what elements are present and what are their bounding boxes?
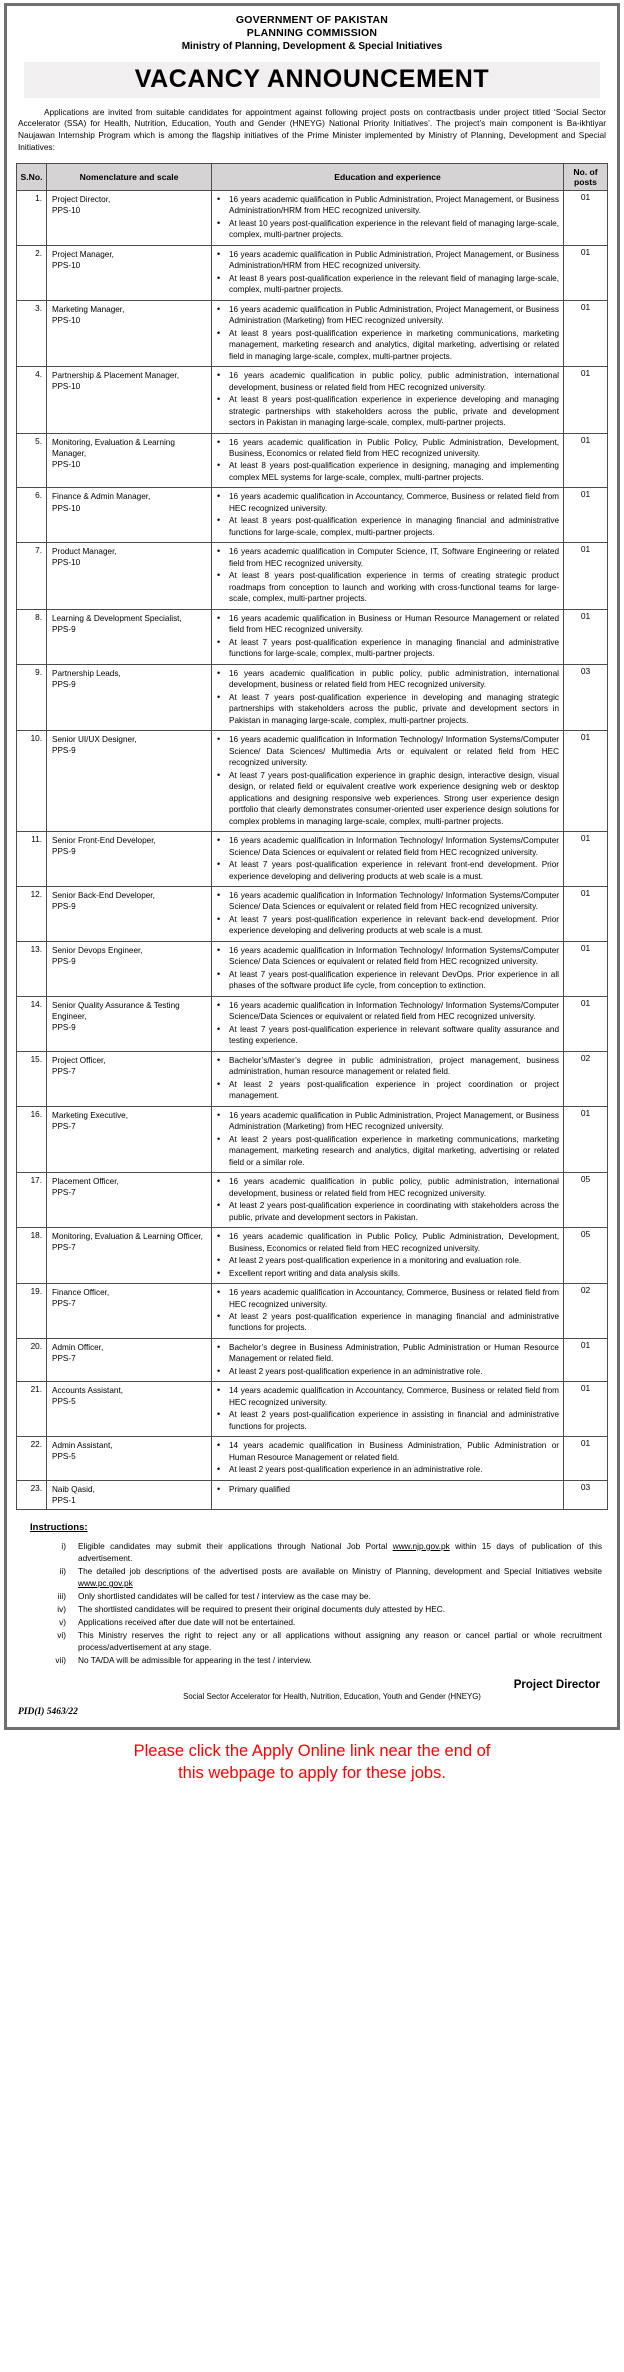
cell-nomenclature: [47, 300, 212, 366]
post-scale: PPS-10: [52, 260, 81, 270]
cell-no-of-posts: 01: [564, 245, 608, 300]
education-bullet: • 16 years academic qualification in Public Administration, Project Management, or Business Administration/HRM from HEC recognized university.: [227, 194, 559, 217]
post-scale: PPS-1: [52, 1495, 76, 1505]
cell-nomenclature: [47, 543, 212, 609]
table-row: [17, 664, 608, 730]
cell-no-of-posts: 03: [564, 664, 608, 730]
instruction-item: [30, 1565, 602, 1589]
education-bullet: • At least 10 years post-qualification experience in the relevant field of managing large-scale, complex, multi-partner projects.: [227, 218, 559, 241]
instruction-text: Only shortlisted candidates will be called for test / interview as the case may be.: [78, 1591, 371, 1601]
cell-sno: 18.: [17, 1228, 47, 1284]
education-bullet-list: [214, 1287, 559, 1334]
cell-nomenclature: [47, 245, 212, 300]
education-bullet: • Excellent report writing and data analysis skills.: [227, 1268, 559, 1279]
education-bullet: • At least 8 years post-qualification experience in managing financial and administrative functions for large-scale, complex, multi-partner projects.: [227, 515, 559, 538]
cell-no-of-posts: 01: [564, 488, 608, 543]
cell-education: [212, 832, 564, 887]
cell-sno: 10.: [17, 731, 47, 832]
education-bullet: • At least 8 years post-qualification experience in designing, managing and implementing complex MEL systems for large-scale, complex, multi-partner projects.: [227, 460, 559, 483]
post-scale: PPS-9: [52, 847, 76, 857]
education-bullet-list: [214, 1231, 559, 1279]
table-row: [17, 367, 608, 433]
table-row: [17, 245, 608, 300]
post-scale: PPS-5: [52, 1452, 76, 1462]
post-title: Monitoring, Evaluation & Learning Officer,: [52, 1232, 203, 1242]
header-line-government: GOVERNMENT OF PAKISTAN: [235, 14, 389, 26]
cell-sno: 14.: [17, 996, 47, 1051]
post-scale: PPS-10: [52, 315, 81, 325]
cell-no-of-posts: 01: [564, 1437, 608, 1480]
header-line-ministry: Ministry of Planning, Development & Special Initiatives: [181, 40, 443, 52]
pid-number: PID(I) 5463/22: [18, 1707, 78, 1718]
education-bullet: • 16 years academic qualification in public policy, public administration, international development, business or related field from HEC recognized university.: [227, 1176, 559, 1199]
post-title: Admin Officer,: [52, 1342, 104, 1352]
post-title: Naib Qasid,: [52, 1484, 95, 1494]
education-bullet: • 16 years academic qualification in public policy, public administration, international development, business or related field from HEC recognized university.: [227, 370, 559, 393]
post-title: Senior Quality Assurance & Testing Engineer,: [52, 1000, 180, 1021]
cell-nomenclature: [47, 433, 212, 488]
cell-nomenclature: [47, 731, 212, 832]
post-title: Learning & Development Specialist,: [52, 613, 182, 623]
post-title: Admin Assistant,: [52, 1441, 113, 1451]
education-bullet: • Bachelor’s degree in Business Administration, Public Administration or Human Resource Management or related field.: [227, 1342, 559, 1365]
education-bullet: • At least 7 years post-qualification experience in relevant front-end development. Prior experience developing and delivering products at web scale is a must.: [227, 859, 559, 882]
education-bullet: • 16 years academic qualification in Public Administration, Project Management, or Business Administration (Marketing) from HEC recognized university.: [227, 304, 559, 327]
cell-sno: 11.: [17, 832, 47, 887]
cell-sno: 21.: [17, 1382, 47, 1437]
cell-education: [212, 1480, 564, 1509]
cell-sno: 22.: [17, 1437, 47, 1480]
cell-no-of-posts: 01: [564, 1382, 608, 1437]
cell-sno: 12.: [17, 886, 47, 941]
table-row: [17, 300, 608, 366]
cell-nomenclature: [47, 886, 212, 941]
cell-education: [212, 664, 564, 730]
cell-nomenclature: [47, 1480, 212, 1509]
cell-sno: 6.: [17, 488, 47, 543]
instruction-item: [30, 1590, 602, 1602]
education-bullet: • 16 years academic qualification in public policy, public administration, international development, business or related field from HEC recognized university.: [227, 668, 559, 691]
apply-note-line-1: Please click the Apply Online link near the end of: [133, 1742, 491, 1761]
education-bullet-list: [214, 1176, 559, 1223]
education-bullet: • At least 2 years post-qualification experience in a monitoring and evaluation role.: [227, 1255, 559, 1266]
cell-no-of-posts: 01: [564, 367, 608, 433]
table-row: [17, 543, 608, 609]
cell-education: [212, 731, 564, 832]
vacancy-announcement-page: [0, 3, 624, 2372]
table-row: [17, 996, 608, 1051]
cell-nomenclature: [47, 488, 212, 543]
cell-no-of-posts: 01: [564, 731, 608, 832]
education-bullet-list: [214, 546, 559, 604]
cell-sno: 9.: [17, 664, 47, 730]
vacancy-banner: [24, 62, 600, 98]
instruction-text: No TA/DA will be admissible for appearing in the test / interview.: [78, 1655, 312, 1666]
education-bullet-list: [214, 890, 559, 937]
vacancy-table: [16, 163, 608, 1510]
education-bullet: • At least 7 years post-qualification experience in managing financial and administrative functions for large-scale, complex, multi-partner projects.: [227, 637, 559, 660]
post-scale: PPS-9: [52, 1022, 76, 1032]
apply-online-note: [0, 1741, 624, 1785]
post-title: Senior UI/UX Designer,: [52, 735, 137, 745]
education-bullet: • Bachelor’s/Master’s degree in public administration, project management, business administration, human resource management or related field.: [227, 1055, 559, 1078]
cell-sno: 8.: [17, 609, 47, 664]
instruction-item: [30, 1654, 602, 1666]
post-title: Project Director,: [52, 194, 111, 204]
education-bullet: • 16 years academic qualification in Accountancy, Commerce, Business or related field from HEC recognized university.: [227, 491, 559, 514]
post-scale: PPS-9: [52, 902, 76, 912]
cell-no-of-posts: 01: [564, 996, 608, 1051]
cell-no-of-posts: 01: [564, 1106, 608, 1172]
education-bullet: • 14 years academic qualification in Business Administration, Public Administration or Human Resource Management or related field.: [227, 1440, 559, 1463]
education-bullet-list: [214, 491, 559, 538]
cell-sno: 13.: [17, 941, 47, 996]
table-row: [17, 1228, 608, 1284]
signature-title: Project Director: [513, 1679, 600, 1692]
cell-education: [212, 941, 564, 996]
cell-nomenclature: [47, 1382, 212, 1437]
table-row: [17, 832, 608, 887]
post-title: Partnership & Placement Manager,: [52, 371, 179, 381]
instruction-number: iii): [57, 1591, 66, 1601]
instruction-link[interactable]: www.pc.gov.pk: [78, 1577, 133, 1588]
education-bullet: • At least 2 years post-qualification experience in an administrative role.: [227, 1366, 559, 1377]
post-title: Finance Officer,: [52, 1288, 110, 1298]
instruction-item: [30, 1540, 602, 1564]
post-scale: PPS-7: [52, 1188, 76, 1198]
cell-no-of-posts: 01: [564, 886, 608, 941]
education-bullet: • At least 7 years post-qualification experience in relevant software quality assurance and testing experience.: [227, 1024, 559, 1047]
instruction-text-tail: within 15 days of publication of this advertisement.: [78, 1540, 602, 1563]
cell-nomenclature: [47, 1437, 212, 1480]
instruction-item: [30, 1629, 602, 1653]
cell-sno: 1.: [17, 190, 47, 245]
cell-nomenclature: [47, 1228, 212, 1284]
education-bullet: • 16 years academic qualification in Public Policy, Public Administration, Development, Business, Economics or related field from HEC recognized university.: [227, 437, 559, 460]
cell-education: [212, 1051, 564, 1106]
education-bullet: • 16 years academic qualification in Information Technology/ Information Systems/Computer Science/ Data Sciences/ Multimedia Arts or equivalent or related field from HEC recognized university.: [227, 734, 559, 768]
cell-nomenclature: [47, 664, 212, 730]
instruction-text: The detailed job descriptions of the advertised posts are available on Ministry of Planning, development and Special Initiatives website: [78, 1565, 602, 1576]
education-bullet: • At least 7 years post-qualification experience in graphic design, interactive design, visual design, or related field or equivalent creative work experience designing web or desktop applications and designing responsive web experiences. Strong user experience design portfolio that clearly demonstrates consumer-oriented user experience design solutions for complex problems in managing large-scale, complex, multi-partner projects.: [227, 770, 559, 827]
cell-nomenclature: [47, 190, 212, 245]
education-bullet: • At least 2 years post-qualification experience in managing financial and administrative functions for projects.: [227, 1311, 559, 1334]
education-bullet: • At least 7 years post-qualification experience in relevant back-end development. Prior experience developing and delivering products at web scale is a must.: [227, 914, 559, 937]
cell-no-of-posts: 02: [564, 1051, 608, 1106]
post-scale: PPS-7: [52, 1299, 76, 1309]
cell-education: [212, 1284, 564, 1339]
cell-no-of-posts: 05: [564, 1228, 608, 1284]
post-scale: PPS-9: [52, 746, 76, 756]
cell-education: [212, 1173, 564, 1228]
post-title: Project Manager,: [52, 249, 114, 259]
instruction-number: ii): [59, 1565, 66, 1576]
education-bullet: • 16 years academic qualification in Information Technology/ Information Systems/Computer Science/ Data Sciences or equivalent or related field from HEC recognized university.: [227, 835, 559, 858]
cell-no-of-posts: 01: [564, 832, 608, 887]
intro-paragraph: [18, 107, 606, 154]
education-bullet: • At least 2 years post-qualification experience in marketing communications, marketing management, marketing research and analytics, digital marketing, advertising or related field or a similar role.: [227, 1134, 559, 1168]
education-bullet-list: [214, 1000, 559, 1047]
education-bullet-list: [214, 613, 559, 660]
advertisement-frame: [4, 3, 620, 1730]
cell-education: [212, 245, 564, 300]
cell-education: [212, 1338, 564, 1381]
cell-nomenclature: [47, 609, 212, 664]
post-scale: PPS-7: [52, 1121, 76, 1131]
table-row: [17, 731, 608, 832]
cell-no-of-posts: 01: [564, 609, 608, 664]
post-scale: PPS-7: [52, 1243, 76, 1253]
table-row: [17, 1173, 608, 1228]
education-bullet: • 16 years academic qualification in Information Technology/ Information Systems/Computer Science/ Data Sciences or equivalent or related field from HEC recognized university.: [227, 890, 559, 913]
post-scale: PPS-9: [52, 956, 76, 966]
table-row: [17, 1051, 608, 1106]
cell-no-of-posts: 01: [564, 190, 608, 245]
education-bullet: • 16 years academic qualification in Accountancy, Commerce, Business or related field from HEC recognized university.: [227, 1287, 559, 1310]
education-bullet: • Primary qualified: [227, 1484, 559, 1495]
instruction-text: Applications received after due date will not be entertained.: [78, 1617, 296, 1628]
cell-nomenclature: [47, 832, 212, 887]
instructions-heading: Instructions:: [30, 1521, 88, 1533]
education-bullet: • 16 years academic qualification in Information Technology/ Information Systems/Computer Science/Data Sciences or equivalent or related field from HEC recognized university.: [227, 1000, 559, 1023]
instruction-item: [30, 1616, 602, 1628]
instruction-link[interactable]: www.njp.gov.pk: [392, 1540, 450, 1551]
instruction-number: i): [61, 1540, 66, 1551]
table-row: [17, 1284, 608, 1339]
cell-no-of-posts: 02: [564, 1284, 608, 1339]
table-row: [17, 1480, 608, 1509]
post-scale: PPS-10: [52, 558, 81, 568]
education-bullet: • At least 2 years post-qualification experience in project coordination or project management.: [227, 1079, 559, 1102]
cell-sno: 16.: [17, 1106, 47, 1172]
instruction-number: iv): [57, 1604, 66, 1615]
post-title: Marketing Manager,: [52, 304, 125, 314]
education-bullet: • 16 years academic qualification in Public Policy, Public Administration, Development, Business, Economics or related field from HEC recognized university.: [227, 1231, 559, 1254]
cell-education: [212, 996, 564, 1051]
post-scale: PPS-7: [52, 1066, 76, 1076]
education-bullet-list: [214, 734, 559, 827]
education-bullet-list: [214, 668, 559, 726]
education-bullet-list: [214, 945, 559, 992]
cell-sno: 7.: [17, 543, 47, 609]
education-bullet: • At least 2 years post-qualification experience in coordinating with stakeholders across the public, private and development sectors in Pakistan.: [227, 1200, 559, 1223]
instruction-number: vii): [55, 1655, 66, 1666]
education-bullet: • 16 years academic qualification in Public Administration, Project Management, or Business Administration/HRM from HEC recognized university.: [227, 249, 559, 272]
education-bullet-list: [214, 1110, 559, 1168]
post-scale: PPS-10: [52, 503, 81, 513]
instructions-list: [30, 1540, 602, 1666]
vacancy-table-body: [17, 190, 608, 1509]
instruction-number: vi): [57, 1630, 66, 1641]
education-bullet: • 16 years academic qualification in Business or Human Resource Management or related field from HEC recognized university.: [227, 613, 559, 636]
education-bullet: • At least 2 years post-qualification experience in assisting in financial and administrative functions for projects.: [227, 1409, 559, 1432]
cell-nomenclature: [47, 996, 212, 1051]
education-bullet-list: [214, 1055, 559, 1102]
cell-no-of-posts: 01: [564, 941, 608, 996]
table-row: [17, 433, 608, 488]
post-title: Placement Officer,: [52, 1177, 119, 1187]
cell-no-of-posts: 03: [564, 1480, 608, 1509]
document-header: [16, 14, 608, 54]
post-title: Senior Devops Engineer,: [52, 945, 143, 955]
education-bullet: • 16 years academic qualification in Public Administration, Project Management, or Business Administration (Marketing) from HEC recognized university.: [227, 1110, 559, 1133]
cell-education: [212, 1437, 564, 1480]
cell-sno: 20.: [17, 1338, 47, 1381]
table-row: [17, 1382, 608, 1437]
education-bullet-list: [214, 437, 559, 484]
education-bullet: • At least 8 years post-qualification experience in experience developing and managing strategic partnerships with stakeholders across the public, private and development sectors in Pakistan in managing large-scale, complex, multi-partner projects.: [227, 394, 559, 428]
cell-no-of-posts: 01: [564, 300, 608, 366]
cell-sno: 5.: [17, 433, 47, 488]
cell-no-of-posts: 05: [564, 1173, 608, 1228]
post-scale: PPS-10: [52, 205, 81, 215]
cell-sno: 15.: [17, 1051, 47, 1106]
cell-education: [212, 609, 564, 664]
instruction-item: [30, 1603, 602, 1615]
post-scale: PPS-9: [52, 679, 76, 689]
cell-education: [212, 543, 564, 609]
column-header-sno: S.No.: [17, 163, 47, 190]
cell-nomenclature: [47, 1051, 212, 1106]
cell-sno: 23.: [17, 1480, 47, 1509]
education-bullet-list: [214, 304, 559, 362]
education-bullet: • 16 years academic qualification in Computer Science, IT, Software Engineering or related field from HEC recognized university.: [227, 546, 559, 569]
table-row: [17, 1106, 608, 1172]
cell-education: [212, 1228, 564, 1284]
education-bullet-list: [214, 1484, 559, 1495]
education-bullet: • At least 2 years post-qualification experience in an administrative role.: [227, 1464, 559, 1475]
cell-education: [212, 367, 564, 433]
cell-sno: 2.: [17, 245, 47, 300]
education-bullet-list: [214, 1385, 559, 1432]
post-scale: PPS-5: [52, 1397, 76, 1407]
instruction-text: This Ministry reserves the right to reject any or all applications without assigning any reason or cancel partial or whole recruitment process/advertisement at any stage.: [78, 1630, 602, 1653]
post-title: Partnership Leads,: [52, 668, 121, 678]
cell-education: [212, 488, 564, 543]
column-header-education: Education and experience: [212, 163, 564, 190]
cell-nomenclature: [47, 1173, 212, 1228]
table-row: [17, 609, 608, 664]
intro-text: Applications are invited from suitable candidates for appointment against following project posts on contractbasis under project titled ‘Social Sector Accelerator (SSA) for Health, Nutrition, Education, Youth and Gender (HNEYG) National Priority Initiatives’. The project’s main component is Ba-ikhtiyar Naujawan Internship Program which is among the flagship initiatives of the Prime Minister implemented by Ministry of Planning, Development and Special Initiatives:: [18, 106, 606, 153]
page-title: VACANCY ANNOUNCEMENT: [134, 64, 490, 93]
cell-education: [212, 886, 564, 941]
education-bullet-list: [214, 1342, 559, 1377]
header-line-commission: PLANNING COMMISSION: [246, 27, 378, 40]
cell-nomenclature: [47, 1284, 212, 1339]
post-scale: PPS-10: [52, 382, 81, 392]
post-title: Senior Back-End Developer,: [52, 890, 155, 900]
education-bullet: • At least 8 years post-qualification experience in terms of creating strategic product roadmaps from conception to launch and working with cross-functional teams for large-scale, complex, multi-partner projects.: [227, 570, 559, 604]
cell-no-of-posts: 01: [564, 1338, 608, 1381]
education-bullet: • At least 7 years post-qualification experience in developing and managing strategic partnerships with stakeholders across the public, private and development sectors in Pakistan in managing large-scale, complex, multi-partner projects.: [227, 692, 559, 726]
post-title: Marketing Executive,: [52, 1110, 128, 1120]
vacancy-table-head: [17, 163, 608, 190]
cell-education: [212, 1106, 564, 1172]
post-title: Monitoring, Evaluation & Learning Manager,: [52, 437, 175, 458]
cell-sno: 4.: [17, 367, 47, 433]
education-bullet: • At least 8 years post-qualification experience in the relevant field of managing large-scale, complex, multi-partner projects.: [227, 273, 559, 296]
cell-nomenclature: [47, 367, 212, 433]
post-scale: PPS-10: [52, 459, 81, 469]
table-row: [17, 1437, 608, 1480]
table-row: [17, 190, 608, 245]
education-bullet: • 16 years academic qualification in Information Technology/ Information Systems/Computer Science/ Data Sciences or equivalent or related field from HEC recognized university.: [227, 945, 559, 968]
post-title: Product Manager,: [52, 547, 117, 557]
cell-nomenclature: [47, 1338, 212, 1381]
education-bullet-list: [214, 194, 559, 241]
education-bullet: • At least 7 years post-qualification experience in relevant DevOps. Prior experience in all phases of the software product life cycle, from conception to extinction.: [227, 969, 559, 992]
signature-subtitle: Social Sector Accelerator for Health, Nutrition, Education, Youth and Gender (HNEYG): [183, 1692, 481, 1702]
column-header-posts: No. of posts: [564, 163, 608, 190]
table-row: [17, 886, 608, 941]
instruction-text: Eligible candidates may submit their applications through National Job Portal: [78, 1540, 393, 1551]
instruction-text: The shortlisted candidates will be required to present their original documents duly attested by HEC.: [78, 1604, 446, 1615]
post-scale: PPS-9: [52, 624, 76, 634]
table-header-row: [17, 163, 608, 190]
post-title: Finance & Admin Manager,: [52, 492, 151, 502]
post-title: Project Officer,: [52, 1055, 106, 1065]
table-row: [17, 941, 608, 996]
instruction-number: v): [59, 1617, 66, 1628]
cell-no-of-posts: 01: [564, 433, 608, 488]
cell-education: [212, 300, 564, 366]
education-bullet: • 14 years academic qualification in Accountancy, Commerce, Business or related field from HEC recognized university.: [227, 1385, 559, 1408]
column-header-nomenclature: Nomenclature and scale: [47, 163, 212, 190]
cell-education: [212, 433, 564, 488]
cell-no-of-posts: 01: [564, 543, 608, 609]
education-bullet: • At least 8 years post-qualification experience in marketing communications, marketing management, marketing research and analytics, digital marketing, advertising or related field in managing large-scale, complex, multi-partner projects.: [227, 328, 559, 362]
education-bullet-list: [214, 1440, 559, 1475]
education-bullet-list: [214, 835, 559, 882]
cell-education: [212, 190, 564, 245]
post-scale: PPS-7: [52, 1354, 76, 1364]
signature-block: [16, 1679, 608, 1719]
post-title: Senior Front-End Developer,: [52, 836, 156, 846]
cell-sno: 19.: [17, 1284, 47, 1339]
cell-sno: 3.: [17, 300, 47, 366]
cell-nomenclature: [47, 1106, 212, 1172]
education-bullet-list: [214, 249, 559, 296]
post-title: Accounts Assistant,: [52, 1386, 123, 1396]
cell-nomenclature: [47, 941, 212, 996]
table-row: [17, 1338, 608, 1381]
education-bullet-list: [214, 370, 559, 428]
cell-education: [212, 1382, 564, 1437]
cell-sno: 17.: [17, 1173, 47, 1228]
table-row: [17, 488, 608, 543]
apply-note-line-2: this webpage to apply for these jobs.: [178, 1763, 446, 1782]
